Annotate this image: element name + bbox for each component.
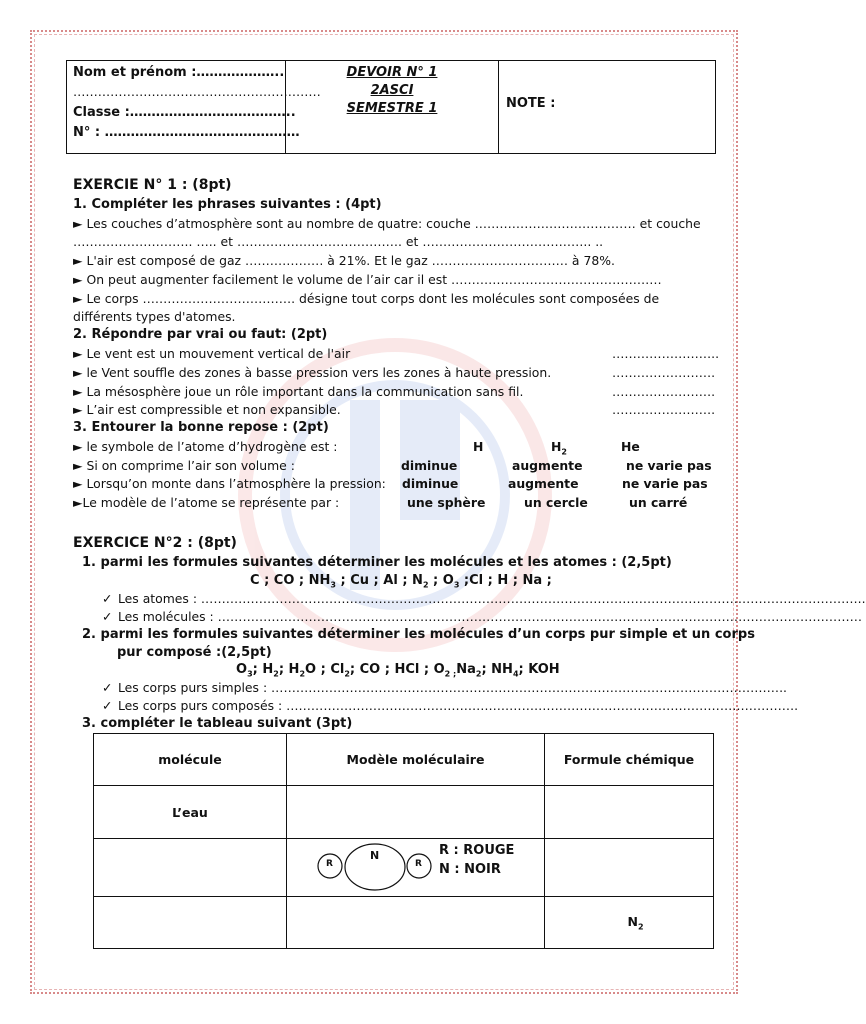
molecule-model-svg [316, 841, 446, 893]
cell-molecule [94, 897, 287, 949]
cell-model [287, 786, 545, 839]
ex1-q2-title: 2. Répondre par vrai ou faut: (2pt) [73, 327, 328, 342]
check-icon: ✓ [102, 609, 113, 624]
ex1-q3-title: 3. Entourer la bonne repose : (2pt) [73, 420, 329, 435]
atom-r-left-label: R [326, 859, 333, 869]
check-icon: ✓ [102, 591, 113, 606]
cell-model-drawing [287, 839, 545, 897]
ex2-atomes-line: Les atomes : …………………………………………………………………………………………………………………………………………….. [118, 591, 866, 606]
choice-c: ne varie pas [622, 476, 708, 491]
ex2-q2-title-cont: pur composé :(2,5pt) [117, 645, 272, 660]
nom-field: Nom et prénom :……………….. [73, 65, 285, 80]
ex1-q2-line: ► L’air est compressible et non expansible. [73, 402, 341, 417]
ex2-simples-line: Les corps purs simples : …………………………………………………………………………………………………………….. [118, 680, 787, 695]
ex2-title: EXERCICE N°2 : (8pt) [73, 535, 237, 551]
choice-b: augmente [508, 476, 579, 491]
ex1-q2-line: ► le Vent souffle des zones à basse pression vers les zones à haute pression. [73, 365, 552, 380]
cell-molecule-water: L’eau [94, 786, 287, 839]
choice-a: diminue [402, 476, 459, 491]
ex1-q2-line: ► Le vent est un mouvement vertical de l'air [73, 346, 351, 361]
cell-model [287, 897, 545, 949]
cell-formula [545, 786, 714, 839]
cell-formula-n2: $N_2$ [545, 897, 714, 949]
ex1-q2-answer-dots: ……………………. [612, 384, 716, 399]
ex1-q1-line: ……………………….. ….. et …………………………………. et ………………………………….. .. [73, 234, 604, 249]
ex2-q3-title: 3. compléter le tableau suivant (3pt) [82, 716, 353, 731]
choice-b: augmente [512, 458, 583, 473]
ex1-q1-line: ► L'air est composé de gaz ………………. à 21%. Et le gaz …………………………… à 78%. [73, 253, 615, 268]
legend-noir: N : NOIR [439, 862, 501, 877]
choice-c: un carré [629, 495, 688, 510]
class-code: 2ASCI [370, 83, 414, 98]
choice-a: une sphère [407, 495, 486, 510]
molecule-table [93, 733, 714, 949]
ex2-q2-title: 2. parmi les formules suivantes déterminer les molécules d’un corps pur simple et un corps [82, 627, 755, 642]
choice-b: un cercle [524, 495, 588, 510]
ex2-q2-formulas: $O_3$; $H_2$; $H_2O$ ; $Cl_2$; CO ; HCl ; $O_{2 ;}Na_2$; $NH_4$; KOH [236, 662, 560, 679]
choice-c: He [621, 439, 640, 454]
ex1-q2-answer-dots: ……………………. [612, 402, 716, 417]
ex1-q2-answer-dots: …………………….. [612, 346, 720, 361]
ex1-q2-answer-dots: ……………………. [612, 365, 716, 380]
atom-n-label: N [370, 849, 380, 862]
ex1-q3-line: ► Lorsqu’on monte dans l’atmosphère la pression: [73, 476, 386, 491]
check-icon: ✓ [102, 680, 113, 695]
choice-c: ne varie pas [626, 458, 712, 473]
ex1-q3-line: ► le symbole de l’atome d’hydrogène est : [73, 439, 338, 454]
ex1-q2-line: ► La mésosphère joue un rôle important dans la communication sans fil. [73, 384, 524, 399]
choice-a: H [473, 439, 484, 454]
ex2-composes-line: Les corps purs composés : ……………………………………………………………………………………………………………. [118, 698, 799, 713]
ex1-title: EXERCIE N° 1 : (8pt) [73, 177, 232, 193]
ex2-q1-formulas: C ; CO ; $NH_3$ ; Cu ; Al ; $N_2$ ; $O_3$ ;Cl ; H ; Na ; [250, 573, 552, 590]
numero-field: N° : ……………………………………… [73, 125, 300, 140]
ex1-q1-line: ► Les couches d’atmosphère sont au nombre de quatre: couche ………………………………… et couche [73, 216, 701, 231]
header-table [66, 60, 716, 154]
ex1-q3-line: ► Si on comprime l’air son volume : [73, 458, 295, 473]
ex1-q1-line: ► Le corps ………………………………. désigne tout corps dont les molécules sont composées de [73, 291, 660, 306]
col-header-model: Modèle moléculaire [287, 734, 545, 786]
devoir-title: DEVOIR N° 1 [346, 65, 438, 80]
ex1-q3-line: ►Le modèle de l’atome se représente par : [73, 495, 340, 510]
ex1-q1-line: ► On peut augmenter facilement le volume de l’air car il est …………………………………………… [73, 272, 662, 287]
ex1-q1-title: 1. Compléter les phrases suivantes : (4pt) [73, 197, 382, 212]
ex2-molecules-line: Les molécules : ………………………………………………………………………………………………………………………………………… [118, 609, 862, 624]
ex2-q1-title: 1. parmi les formules suivantes déterminer les molécules et les atomes : (2,5pt) [82, 555, 672, 570]
col-header-formula: Formule chémique [545, 734, 714, 786]
choice-a: diminue [401, 458, 458, 473]
choice-b: $H_2$ [551, 439, 567, 457]
col-header-molecule: molécule [94, 734, 287, 786]
semestre: SEMESTRE 1 [346, 101, 438, 116]
cell-molecule [94, 839, 287, 897]
check-icon: ✓ [102, 698, 113, 713]
cell-formula [545, 839, 714, 897]
legend-rouge: R : ROUGE [439, 843, 515, 858]
nom-dots: …………………………………………………… [73, 84, 321, 99]
atom-r-right-label: R [415, 859, 422, 869]
ex1-q1-line: différents types d'atomes. [73, 309, 236, 324]
classe-field: Classe :……………………………….. [73, 105, 296, 120]
note-label: NOTE : [506, 96, 556, 111]
